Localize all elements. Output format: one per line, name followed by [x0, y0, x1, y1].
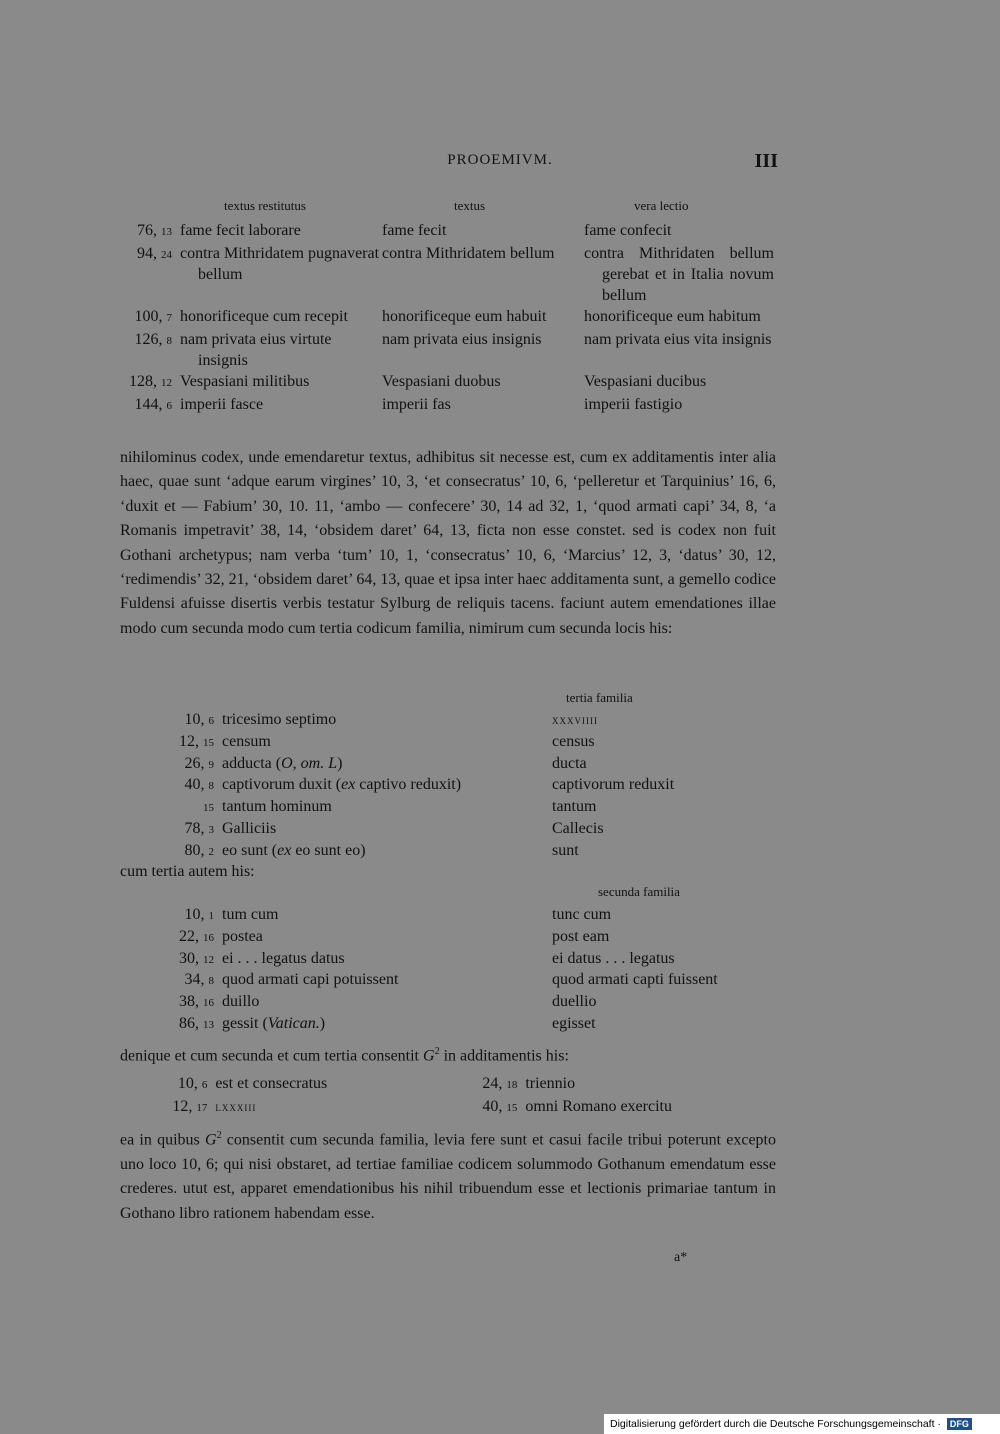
item-ref: [148, 992, 216, 1014]
item-ref-chapter: 86,: [179, 1014, 199, 1032]
row-ref-line: 8: [166, 335, 172, 347]
dfg-footer: [604, 1414, 1000, 1434]
item-ref-chapter: 10,: [184, 906, 205, 923]
item-reading: duillo: [222, 993, 260, 1011]
line-denique: denique et cum secunda et cum tertia consentit $G^2$ in additamentis his:: [120, 1046, 569, 1065]
table-row: [118, 243, 780, 306]
item-reading: Galliciis: [222, 819, 277, 837]
row-ref: [118, 220, 180, 243]
col-header-restitutus: textus restitutus: [224, 198, 306, 213]
table-row: [118, 306, 780, 329]
item-ref-line: 12: [203, 953, 214, 966]
item-ref: [148, 1073, 209, 1096]
col-header-vera-lectio: vera lectio: [634, 198, 689, 213]
item-reading: eo sunt (ex eo sunt eo): [222, 841, 366, 859]
row-ref-line: 24: [161, 249, 172, 261]
row-ref-chapter: 128,: [129, 373, 157, 390]
table-header: [118, 198, 780, 220]
cell-restitutus: fame fecit laborare: [180, 222, 301, 239]
item-ref: [148, 754, 216, 776]
cell-vera-lectio: contra Mithridaten bellum gerebat et in Italia novum bellum: [584, 245, 774, 304]
item-ref-chapter: 40,: [184, 776, 205, 794]
row-ref-chapter: 126,: [134, 331, 163, 348]
row-ref-line: 7: [166, 312, 172, 324]
list-item: [148, 1073, 768, 1096]
item-reading: gessit (Vatican.): [222, 1014, 326, 1032]
item-ref: [458, 1096, 519, 1119]
item-ref-line: 15: [506, 1102, 518, 1114]
cell-textus: Vespasiani duobus: [382, 373, 501, 390]
item-ref: [148, 1014, 216, 1036]
item-variant: post eam: [552, 927, 610, 945]
item-ref-chapter: 40,: [482, 1098, 503, 1115]
item-reading: tum cum: [222, 906, 279, 923]
cell-textus: contra Mithridatem bellum: [382, 245, 555, 262]
cell-restitutus: honorificeque cum recepit: [180, 308, 348, 325]
item-ref-chapter: 10,: [177, 1075, 198, 1092]
item-reading: est et consecratus: [215, 1075, 328, 1092]
table-row: [118, 220, 780, 243]
row-ref-chapter: 144,: [134, 396, 163, 413]
list-item: [148, 732, 768, 754]
item-ref: [148, 775, 216, 797]
item-reading: omni Romano exercitu: [525, 1098, 672, 1115]
list-additamenta: [148, 1073, 768, 1119]
row-ref: [118, 306, 180, 329]
cell-restitutus: imperii fasce: [180, 396, 264, 413]
cell-vera-lectio: fame confecit: [584, 222, 672, 239]
cell-vera-lectio: honorificeque eum habitum: [584, 308, 761, 325]
item-variant: egisset: [552, 1014, 596, 1032]
item-variant: tunc cum: [552, 906, 612, 923]
heading-secunda-familia: secunda familia: [598, 884, 680, 899]
row-ref: [118, 394, 180, 417]
item-ref-line: 18: [506, 1079, 518, 1091]
item-ref-line: 8: [208, 780, 214, 793]
row-ref: [118, 243, 180, 306]
row-ref-chapter: 100,: [134, 308, 163, 325]
item-variant: captivorum reduxit: [552, 776, 675, 794]
item-ref-chapter: 10,: [184, 711, 205, 728]
line-cum-tertia: cum tertia autem his:: [120, 863, 255, 880]
item-ref-line: 6: [208, 715, 214, 727]
paragraph-nihilominus: nihilominus codex, unde emendaretur textus, adhibitus sit necesse est, cum ex additamentis inter alia haec, quae sunt ‘adque earum virgines’ 10, 3, ‘et consecratus’ 10, 6, ‘pelleretur et Tarquinius’ 16, 6, ‘duxit et — Fabium’ 30, 10. 11, ‘ambo — confecere’ 30, 14 ad 32, 1, ‘quod armati capi’ 34, 8, ‘a Romanis impetravit’ 38, 14, ‘obsidem daret’ 64, 13, ficta non esse constet. sed is codex non fuit Gothani archetypus; nam verba ‘tum’ 10, 1, ‘consecratus’ 10, 6, ‘Marcius’ 12, 3, ‘datus’ 30, 12, ‘redimendis’ 32, 21, ‘obsidem daret’ 64, 13, quae et ipsa inter haec additamenta sunt, a gemello codice Fuldensi afuisse disertis verbis testatur Sylburg de reliquis tacens. faciunt autem emendationes illae modo cum secunda modo cum tertia codicum familia, nimirum cum secunda locis his:: [120, 449, 776, 637]
item-reading: adducta (O, om. L): [222, 754, 343, 772]
row-ref-line: 12: [161, 377, 172, 389]
item-ref-line: 16: [203, 997, 214, 1010]
cell-restitutus: Vespasiani militibus: [180, 373, 310, 390]
item-variant: ei datus . . . legatus: [552, 949, 675, 967]
list-item: [148, 970, 768, 992]
row-ref: [118, 371, 180, 394]
list-secunda-familia: [148, 905, 768, 1036]
cell-textus: nam privata eius insignis: [382, 331, 542, 348]
signature-mark: a*: [674, 1250, 688, 1265]
item-ref-line: 2: [208, 845, 214, 858]
item-ref-chapter: 38,: [179, 993, 199, 1011]
item-ref-chapter: 80,: [184, 841, 205, 859]
cell-vera-lectio: imperii fastigio: [584, 396, 683, 413]
table-row: [118, 394, 780, 417]
item-ref-line: 3: [208, 823, 214, 836]
item-ref: [148, 927, 216, 949]
list-item: [148, 992, 768, 1014]
list-item: [148, 797, 768, 819]
item-ref-chapter: 30,: [179, 949, 199, 967]
cell-textus: honorificeque eum habuit: [382, 308, 547, 325]
item-reading: ei . . . legatus datus: [222, 949, 345, 967]
table-row: [118, 371, 780, 394]
item-ref: [148, 732, 216, 754]
list-tertia-familia: [148, 710, 768, 863]
item-ref-line: 16: [203, 931, 214, 944]
item-ref: [148, 1096, 209, 1119]
list-item: [148, 927, 768, 949]
item-variant: sunt: [552, 841, 579, 859]
paragraph-ea-in-quibus: ea in quibus $G^2$ consentit cum secunda familia, levia fere sunt et casui facile tribui poterunt excepto uno loco 10, 6; qui nisi obstaret, ad tertiae familiae codicem solummodo Gothanum emendatum esse crederes. utut est, apparet emendationibus his nihil tribuendum esse et lectionis primariae tantum in Gothano libro rationem habendam esse.: [120, 1130, 776, 1222]
item-variant: quod armati capti fuissent: [552, 971, 718, 989]
item-variant: tantum: [552, 798, 597, 816]
list-item: [148, 775, 768, 797]
cell-textus: imperii fas: [382, 396, 451, 413]
footer-text: Digitalisierung gefördert durch die Deutsche Forschungsgemeinschaft ·: [610, 1418, 941, 1430]
item-ref-chapter: 22,: [179, 927, 199, 945]
cell-restitutus: contra Mithridatem pugnaverat bellum: [180, 245, 380, 283]
item-reading: censum: [222, 732, 271, 750]
item-ref: [148, 797, 216, 819]
list-item: [148, 949, 768, 971]
cell-vera-lectio: Vespasiani ducibus: [584, 373, 707, 390]
item-ref-line: 15: [203, 802, 214, 815]
item-ref-line: 17: [196, 1102, 208, 1114]
item-reading: postea: [222, 927, 263, 945]
item-variant: duellio: [552, 993, 597, 1011]
row-ref-chapter: 76,: [137, 222, 157, 239]
item-reading: tricesimo septimo: [222, 711, 337, 728]
list-item: [148, 710, 768, 732]
table-body: [118, 220, 780, 417]
item-ref: [458, 1073, 519, 1096]
item-ref: [148, 970, 216, 992]
item-reading: quod armati capi potuissent: [222, 971, 399, 989]
item-ref: [148, 710, 216, 732]
item-ref-chapter: 24,: [482, 1075, 503, 1092]
item-ref-line: 13: [203, 1018, 214, 1031]
heading-tertia-familia: tertia familia: [566, 690, 633, 705]
item-ref: [148, 819, 216, 841]
item-reading: tantum hominum: [222, 798, 332, 816]
item-ref: [148, 949, 216, 971]
item-ref: [148, 905, 216, 927]
item-variant: census: [552, 732, 595, 750]
table-row: [118, 329, 780, 371]
item-ref-chapter: 78,: [184, 819, 205, 837]
item-ref-line: 8: [208, 975, 214, 988]
running-head: PROOEMIVM.: [447, 152, 553, 168]
item-ref-chapter: 34,: [184, 971, 205, 989]
readings-table: [118, 198, 780, 417]
item-ref-line: 1: [208, 910, 214, 922]
row-ref-line: 13: [161, 226, 172, 238]
list-item: [148, 1014, 768, 1036]
dfg-logo-icon: DFG: [947, 1418, 972, 1430]
item-variant: Callecis: [552, 819, 604, 837]
item-reading: triennio: [525, 1075, 576, 1092]
item-variant: xxxviiii: [552, 712, 598, 727]
item-ref-chapter: 26,: [184, 754, 205, 772]
list-item: [148, 754, 768, 776]
list-item: [148, 819, 768, 841]
list-item: [148, 1096, 768, 1119]
page-number: III: [754, 150, 778, 172]
item-ref-chapter: 12,: [179, 732, 199, 750]
cell-vera-lectio: nam privata eius vita insignis: [584, 331, 772, 348]
item-variant: ducta: [552, 754, 587, 772]
col-header-textus: textus: [454, 198, 486, 213]
item-ref-line: 15: [203, 736, 214, 749]
item-ref-chapter: 12,: [172, 1098, 193, 1115]
row-ref: [118, 329, 180, 371]
item-ref-line: 9: [208, 758, 214, 771]
item-reading: captivorum duxit (ex captivo reduxit): [222, 776, 462, 794]
cell-restitutus: nam privata eius virtute insignis: [180, 331, 332, 369]
item-reading: lxxxiii: [215, 1099, 257, 1114]
row-ref-line: 6: [166, 400, 172, 412]
cell-textus: fame fecit: [382, 222, 447, 239]
item-ref-line: 6: [201, 1079, 208, 1091]
list-item: [148, 905, 768, 927]
row-ref-chapter: 94,: [137, 245, 157, 262]
